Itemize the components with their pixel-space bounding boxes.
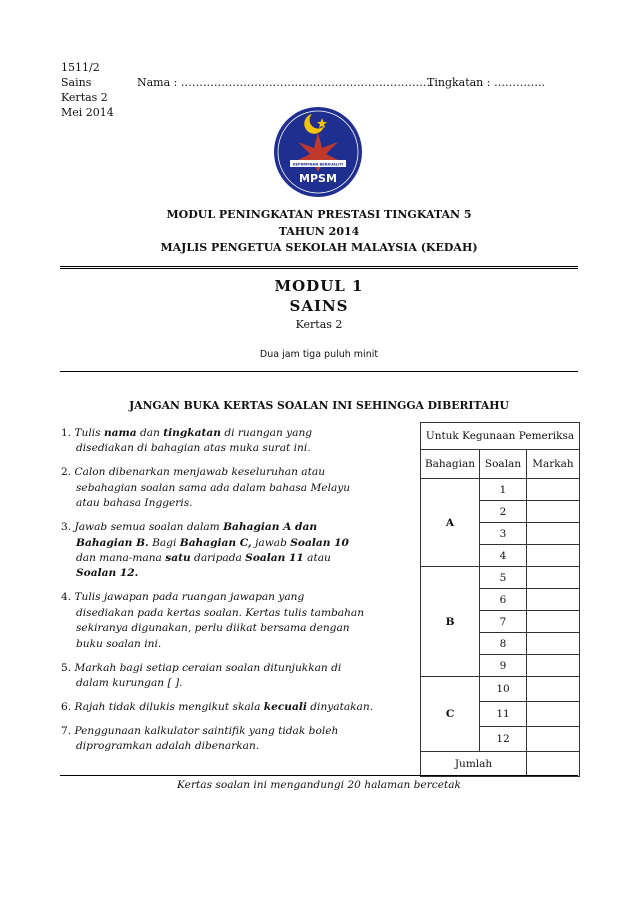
instruction-3: 3. Jawab semua soalan dalam Bahagian A dan Bahagian B. Bagi Bahagian C, jawab Soalan 10 dan mana-mana satu daripada Soalan 11 atau Soalan 12.	[61, 521, 349, 580]
mark-cell[interactable]	[527, 523, 580, 545]
module-paper: Kertas 2	[295, 318, 343, 331]
middle-divider	[60, 371, 578, 372]
question-cell: 4	[480, 545, 527, 567]
question-cell: 10	[480, 677, 527, 702]
footer-note: Kertas soalan ini mengandungi 20 halaman bercetak	[177, 779, 461, 791]
question-cell: 3	[480, 523, 527, 545]
header-soalan: Soalan	[480, 450, 527, 479]
form-field[interactable]: Tingkatan : …………..	[427, 76, 545, 89]
paper-code: 1511/2	[61, 61, 100, 74]
mark-cell[interactable]	[527, 633, 580, 655]
instructions-list	[61, 426, 381, 763]
paper-label: Kertas 2	[61, 91, 108, 104]
title-line-1: MODUL PENINGKATAN PRESTASI TINGKATAN 5	[166, 208, 472, 221]
mark-cell[interactable]	[527, 677, 580, 702]
mark-cell[interactable]	[527, 727, 580, 752]
question-cell: 9	[480, 655, 527, 677]
instruction-6: 6. Rajah tidak dilukis mengikut skala kecuali dinyatakan.	[61, 701, 374, 714]
question-cell: 7	[480, 611, 527, 633]
instruction-4: 4. Tulis jawapan pada ruangan jawapan yang disediakan pada kertas soalan. Kertas tulis tambahan sekiranya digunakan, perlu diikat bersama dengan buku soalan ini.	[61, 591, 365, 650]
question-cell: 6	[480, 589, 527, 611]
mpsm-logo	[272, 106, 364, 198]
question-cell: 11	[480, 702, 527, 727]
header-markah: Markah	[527, 450, 580, 479]
title-line-2: TAHUN 2014	[278, 225, 360, 238]
name-field[interactable]: Nama : ……………………………………………………………	[137, 76, 434, 89]
header-bahagian: Bahagian	[421, 450, 480, 479]
date-label: Mei 2014	[61, 106, 114, 119]
mark-cell[interactable]	[527, 589, 580, 611]
mark-cell[interactable]	[527, 702, 580, 727]
question-cell: 8	[480, 633, 527, 655]
mark-cell[interactable]	[527, 479, 580, 501]
module-duration: Dua jam tiga puluh minit	[259, 349, 379, 360]
total-mark-cell[interactable]	[527, 752, 580, 777]
top-divider	[60, 266, 578, 269]
exam-header	[61, 60, 114, 120]
mark-cell[interactable]	[527, 611, 580, 633]
instruction-5: 5. Markah bagi setiap ceraian soalan ditunjukkan di dalam kurungan [ ].	[61, 661, 342, 690]
section-c-label: C	[421, 677, 480, 752]
mark-cell[interactable]	[527, 567, 580, 589]
mark-cell[interactable]	[527, 501, 580, 523]
subject-label: Sains	[61, 76, 92, 89]
title-line-3: MAJLIS PENGETUA SEKOLAH MALAYSIA (KEDAH)	[160, 241, 478, 254]
instruction-7: 7. Penggunaan kalkulator saintifik yang tidak boleh diprogramkan adalah dibenarkan.	[61, 725, 339, 753]
question-cell: 12	[480, 727, 527, 752]
mark-cell[interactable]	[527, 655, 580, 677]
question-cell: 2	[480, 501, 527, 523]
question-cell: 5	[480, 567, 527, 589]
bottom-divider	[60, 775, 578, 776]
section-a-label: A	[421, 479, 480, 567]
logo-ribbon: KEPIMPINAN BERKUALITI	[292, 162, 344, 167]
instruction-1: 1. Tulis nama dan tingkatan di ruangan yang disediakan di bahagian atas muka surat ini.	[61, 427, 313, 455]
table-title: Untuk Kegunaan Pemeriksa	[421, 423, 580, 450]
module-subject: SAINS	[289, 297, 349, 315]
mark-cell[interactable]	[527, 545, 580, 567]
question-cell: 1	[480, 479, 527, 501]
module-name: MODUL 1	[274, 277, 364, 295]
section-b-label: B	[421, 567, 480, 677]
warning-text: JANGAN BUKA KERTAS SOALAN INI SEHINGGA DIBERITAHU	[129, 399, 509, 412]
total-label: Jumlah	[421, 752, 527, 777]
logo-text: MPSM	[299, 172, 337, 185]
examiner-table	[420, 422, 580, 777]
instruction-2: 2. Calon dibenarkan menjawab keseluruhan atau sebahagian soalan sama ada dalam bahasa Melayu atau bahasa Inggeris.	[61, 466, 351, 510]
